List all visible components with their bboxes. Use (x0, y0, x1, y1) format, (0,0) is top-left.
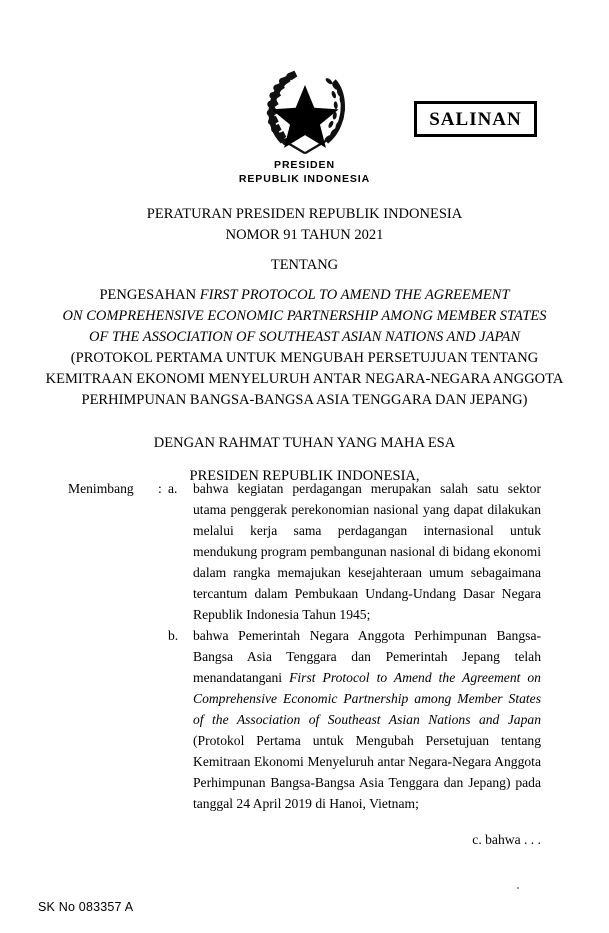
page-continuation-note: c. bahwa . . . (472, 832, 541, 847)
subject-prefix: PENGESAHAN (99, 287, 200, 303)
considerans-text-b-part2: (Protokol Pertama untuk Mengubah Persetujuan tentang Kemitraan Ekonomi Menyeluruh antar Negara-Negara Anggota Perhimpunan Bangsa-Bangsa Asia Tenggara dan Jepang) pada tanggal 24 April 2019 di Hanoi, Vietnam; (193, 733, 541, 811)
subject-line-6: PERHIMPUNAN BANGSA-BANGSA ASIA TENGGARA DAN JEPANG) (81, 392, 528, 408)
considerans-text-b-italic: First Protocol to Amend the Agreement on Comprehensive Economic Partnership among Member States of the Association of Southeast Asian Nations and Japan (193, 670, 541, 727)
issuer-line: PRESIDEN REPUBLIK INDONESIA, (189, 468, 420, 484)
subject-line-1 (34, 285, 575, 306)
spacer (34, 454, 575, 466)
scan-speck (517, 887, 519, 889)
salinan-label: SALINAN (429, 108, 522, 130)
subject-line-4: (PROTOKOL PERTAMA UNTUK MENGUBAH PERSETUJUAN TENTANG (70, 350, 539, 366)
spacer (34, 276, 575, 285)
considerans-marker-b: b. (168, 628, 179, 643)
spacer (34, 411, 575, 433)
blessing-line: DENGAN RAHMAT TUHAN YANG MAHA ESA (153, 435, 456, 451)
regulation-type-line: PERATURAN PRESIDEN REPUBLIK INDONESIA (146, 206, 463, 222)
considerans-colon: : (158, 481, 162, 496)
considerans-text-a: bahwa kegiatan perdagangan merupakan salah satu sektor utama penggerak perekonomian nasional yang dapat dilakukan melalui kerja sama perdagangan internasional untuk mendukung program pembangunan nasional di bidang ekonomi dalam rangka memajukan kesejahteraan umum sebagaimana tercantum dalam Pembukaan Undang-Undang Dasar Negara Republik Indonesia Tahun 1945; (193, 481, 541, 622)
considerans-section (68, 478, 541, 814)
document-title-block (34, 204, 575, 487)
spacer (34, 246, 575, 255)
about-label: TENTANG (270, 257, 339, 273)
garuda-star-emblem (257, 62, 353, 158)
emblem-caption-line-1: PRESIDEN (274, 159, 335, 171)
considerans-item-b (68, 625, 541, 814)
sk-number-stamp: SK No 083357 A (38, 900, 134, 914)
salinan-stamp (414, 101, 537, 137)
subject-italic-1: FIRST PROTOCOL TO AMEND THE AGREEMENT (199, 287, 510, 303)
considerans-text-b (193, 625, 541, 814)
considerans-text-b-part1: bahwa Pemerintah Negara Anggota Perhimpunan Bangsa-Bangsa Asia Tenggara dan Pemerintah Jepang telah menandatangani (193, 628, 541, 685)
considerans-label: Menimbang (68, 481, 134, 496)
subject-line-5: KEMITRAAN EKONOMI MENYELURUH ANTAR NEGARA-NEGARA ANGGOTA (45, 371, 564, 387)
emblem-caption (0, 158, 609, 186)
emblem-caption-line-2: REPUBLIK INDONESIA (238, 173, 371, 185)
considerans-marker-a: a. (168, 481, 178, 496)
subject-line-3: OF THE ASSOCIATION OF SOUTHEAST ASIAN NATIONS AND JAPAN (89, 329, 520, 345)
subject-line-2: ON COMPREHENSIVE ECONOMIC PARTNERSHIP AMONG MEMBER STATES (62, 308, 547, 324)
considerans-item-a (68, 478, 541, 625)
regulation-number-line: NOMOR 91 TAHUN 2021 (225, 227, 384, 243)
